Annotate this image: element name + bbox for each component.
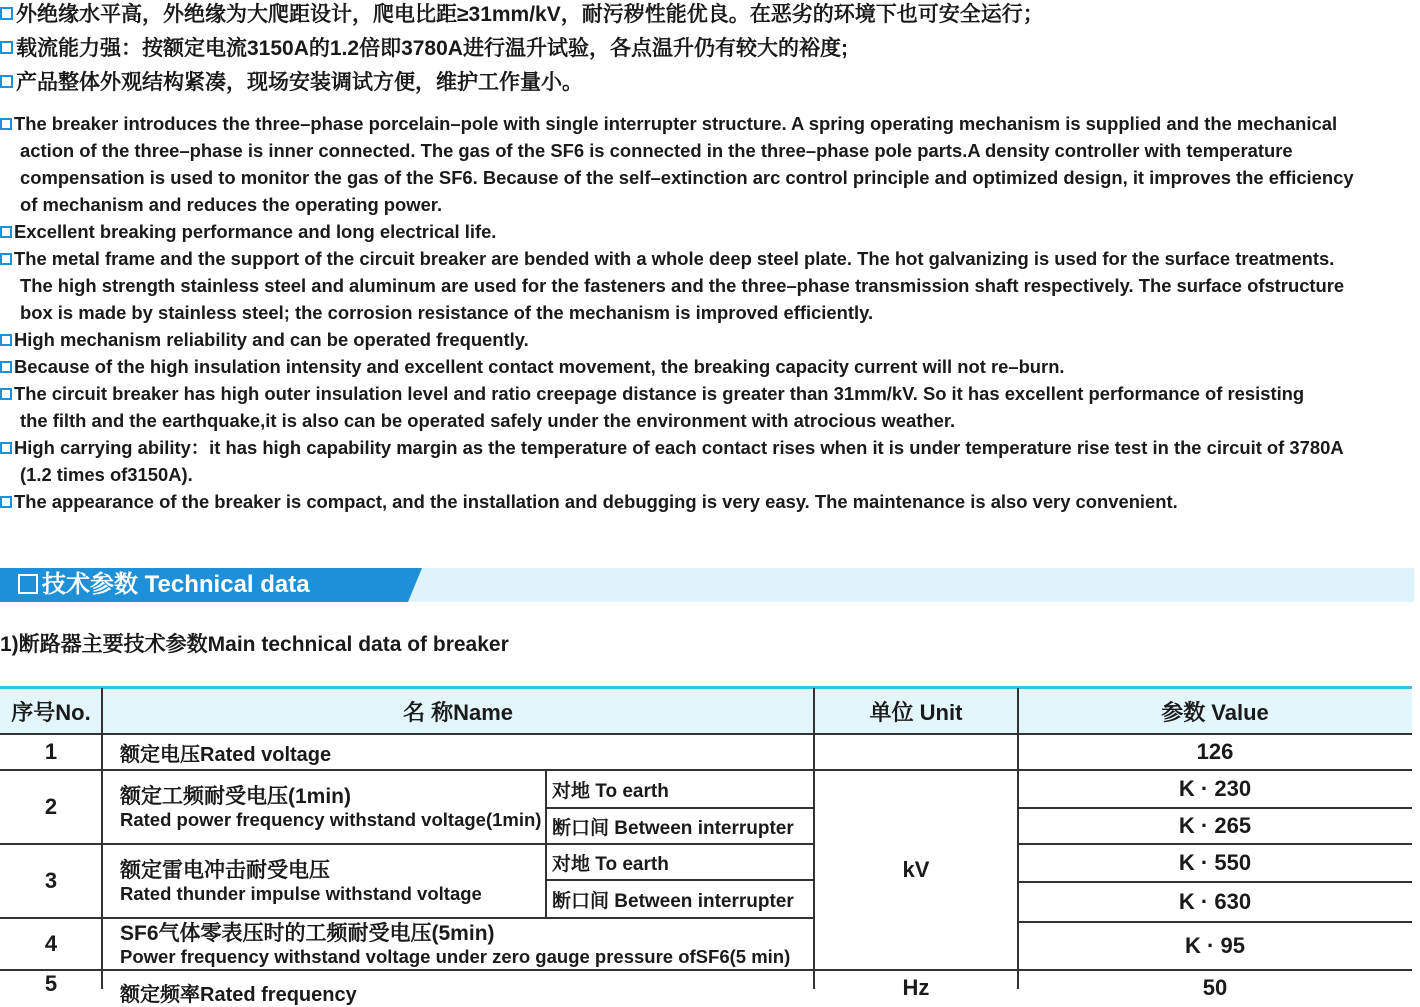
header-name: 名 称Name [102,688,814,734]
row-name: 额定频率Rated frequency [120,983,357,1006]
feature-line [0,434,1344,461]
feature-text: of mechanism and reduces the operating power. [20,194,443,215]
bullet-box-icon [0,7,13,20]
header-value: 参数 Value [1018,688,1412,734]
feature-text: High mechanism reliability and can be operated frequently. [14,329,529,350]
row-number: 1 [44,739,58,764]
header-no: 序号No. [0,688,102,734]
bullet-box-icon [0,496,12,508]
row-unit: Hz [902,975,930,1000]
feature-text: The breaker introduces the three–phase porcelain–pole with single interrupter structure. A spring operating mechanism is supplied and the mechanical [14,113,1338,134]
bullet-box-icon [0,334,12,346]
row-name [102,918,814,970]
feature-text: 载流能力强：按额定电流3150A的1.2倍即3780A进行温升试验，各点温升仍有较大的裕度; [16,37,848,60]
feature-line [0,353,1065,380]
feature-text: box is made by stainless steel; the corrosion resistance of the mechanism is improved efficiently. [20,302,874,323]
feature-line [20,461,193,488]
feature-line [20,407,955,434]
feature-text: Because of the high insulation intensity and excellent contact movement, the breaking capacity current will not re–burn. [14,356,1065,377]
row-name-en: Power frequency withstand voltage under zero gauge pressure ofSF6(5 min) [120,945,791,967]
feature-text: the filth and the earthquake,it is also can be operated safely under the environment with atrocious weather. [20,410,956,431]
bullet-box-icon [0,253,12,265]
row-value: K · 265 [1178,813,1252,838]
row-value: K · 630 [1178,889,1252,914]
sub-condition-earth: 对地 To earth [552,853,669,875]
row-name: 额定电压Rated voltage [120,743,332,766]
row-number: 4 [44,931,58,956]
feature-text: The high strength stainless steel and aluminum are used for the fasteners and the three–phase transmission shaft respectively. The surface ofstructure [20,275,1345,296]
row-value: K · 95 [1185,933,1245,958]
row-name-en: Rated thunder impulse withstand voltage [120,882,482,904]
feature-text: 产品整体外观结构紧凑，现场安装调试方便，维护工作量小。 [16,71,583,94]
row-name-cn: 额定雷电冲击耐受电压 [120,858,330,882]
feature-item-cn [0,34,848,64]
bullet-box-icon [0,118,12,130]
feature-line [0,488,1178,515]
sub-condition-interrupter: 断口间 Between interrupter [552,817,794,839]
feature-line [0,380,1304,407]
row-name-cn: SF6气体零表压时的工频耐受电压(5min) [120,921,495,945]
bullet-box-icon [0,442,12,454]
unit-kv: kV [902,857,930,882]
feature-text: High carrying ability：it has high capability margin as the temperature of each contact rises when it is under temperature rise test in the circuit of 3780A [14,437,1344,458]
row-value: 126 [1196,739,1234,764]
row-value: K · 550 [1178,850,1252,875]
row-value: K · 230 [1178,776,1252,801]
row-number: 3 [44,868,58,893]
row-number: 5 [44,971,58,996]
feature-text: 外绝缘水平高，外绝缘为大爬距设计，爬电比距≥31mm/kV，耐污秽性能优良。在恶劣的环境下也可安全运行； [16,3,1044,26]
feature-line [0,326,529,353]
feature-line [20,191,442,218]
sub-condition-earth: 对地 To earth [552,780,669,802]
feature-item-cn [0,68,583,98]
row-name [102,770,546,844]
feature-line [0,245,1334,272]
feature-text: (1.2 times of3150A). [20,464,193,485]
feature-text: compensation is used to monitor the gas of the SF6. Because of the self–extinction arc control principle and optimized design, it improves the efficiency [20,167,1354,188]
sub-condition-interrupter: 断口间 Between interrupter [552,890,794,912]
bullet-box-icon [0,361,12,373]
row-number: 2 [44,794,58,819]
technical-data-table [0,686,1412,1006]
bullet-box-icon [0,75,13,88]
feature-text: The metal frame and the support of the circuit breaker are bended with a whole deep steel plate. The hot galvanizing is used for the surface treatments. [14,248,1335,269]
feature-text: action of the three–phase is inner connected. The gas of the SF6 is connected in the three–phase pole parts.A density controller with temperature [20,140,1293,161]
feature-line [0,218,496,245]
feature-text: The appearance of the breaker is compact, and the installation and debugging is very easy. The maintenance is also very convenient. [14,491,1178,512]
feature-line [20,272,1344,299]
bullet-box-icon [0,41,13,54]
feature-item-cn [0,0,1044,30]
bullet-box-icon [0,388,12,400]
feature-text: Excellent breaking performance and long electrical life. [14,221,497,242]
bullet-box-icon [0,226,12,238]
feature-line [20,137,1293,164]
row-name [102,844,546,918]
feature-line [20,164,1354,191]
row-name-en: Rated power frequency withstand voltage(1min) [120,808,542,830]
section-banner [0,568,1420,602]
feature-line [0,110,1337,137]
table-caption: 1)断路器主要技术参数Main technical data of breaker [0,633,509,656]
section-title: 技术参数 Technical data [18,568,310,602]
feature-line [20,299,873,326]
title-box-icon [18,574,38,594]
row-name-cn: 额定工频耐受电压(1min) [120,784,351,808]
header-unit: 单位 Unit [814,688,1018,734]
row-value: 50 [1202,975,1228,1000]
feature-text: The circuit breaker has high outer insulation level and ratio creepage distance is greater than 31mm/kV. So it has excellent performance of resisting [14,383,1305,404]
